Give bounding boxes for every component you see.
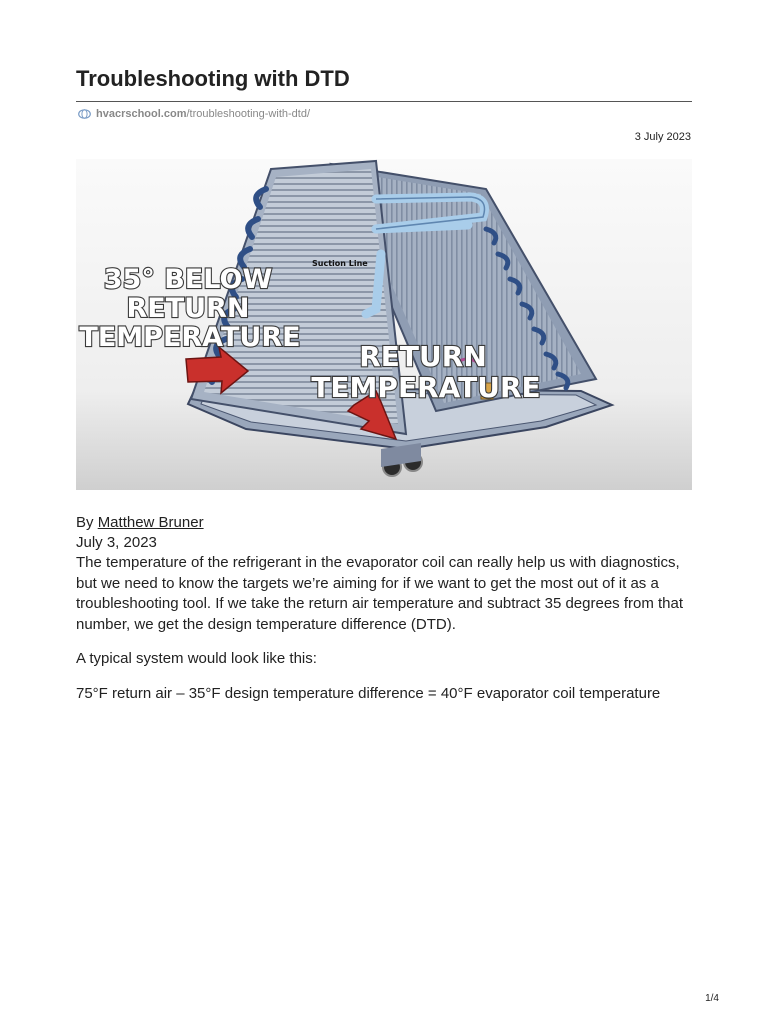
suction-line-label: Suction Line [312,259,368,268]
evaporator-coil-illustration [76,159,692,490]
page-indicator: 1/4 [705,993,719,1004]
publish-date: July 3, 2023 [76,534,157,551]
body-paragraph-2: A typical system would look like this: [76,650,317,667]
link-icon [78,109,91,119]
source-link[interactable] [78,108,310,120]
overlay-line-3: TEMPERATURE [79,322,301,353]
header-date: 3 July 2023 [634,131,691,143]
article-title: Troubleshooting with DTD [76,66,350,91]
source-path[interactable]: /troubleshooting-with-dtd/ [186,108,310,120]
overlay-line-4: RETURN [359,340,487,373]
author-link[interactable]: Matthew Bruner [97,514,204,531]
overlay-line-1: 35° BELOW [103,264,273,295]
title-divider [76,101,692,102]
body-paragraph-3: 75°F return air – 35°F design temperature difference = 40°F evaporator coil temperature [76,685,661,702]
overlay-line-2: RETURN [126,293,250,324]
source-domain[interactable]: hvacrschool.com [96,108,187,120]
byline-prefix: By [76,514,98,531]
hero-image [76,159,692,490]
byline [76,513,204,533]
overlay-line-5: TEMPERATURE [311,371,541,404]
body-paragraph-1: The temperature of the refrigerant in the evaporator coil can really help us with diagnostics, but we need to know the targets we’re aiming for if we want to get the most out of it as a troubleshooting tool. If we take the return air temperature and subtract 35 degrees from that number, we get the design temperature difference (DTD). [76,554,684,633]
